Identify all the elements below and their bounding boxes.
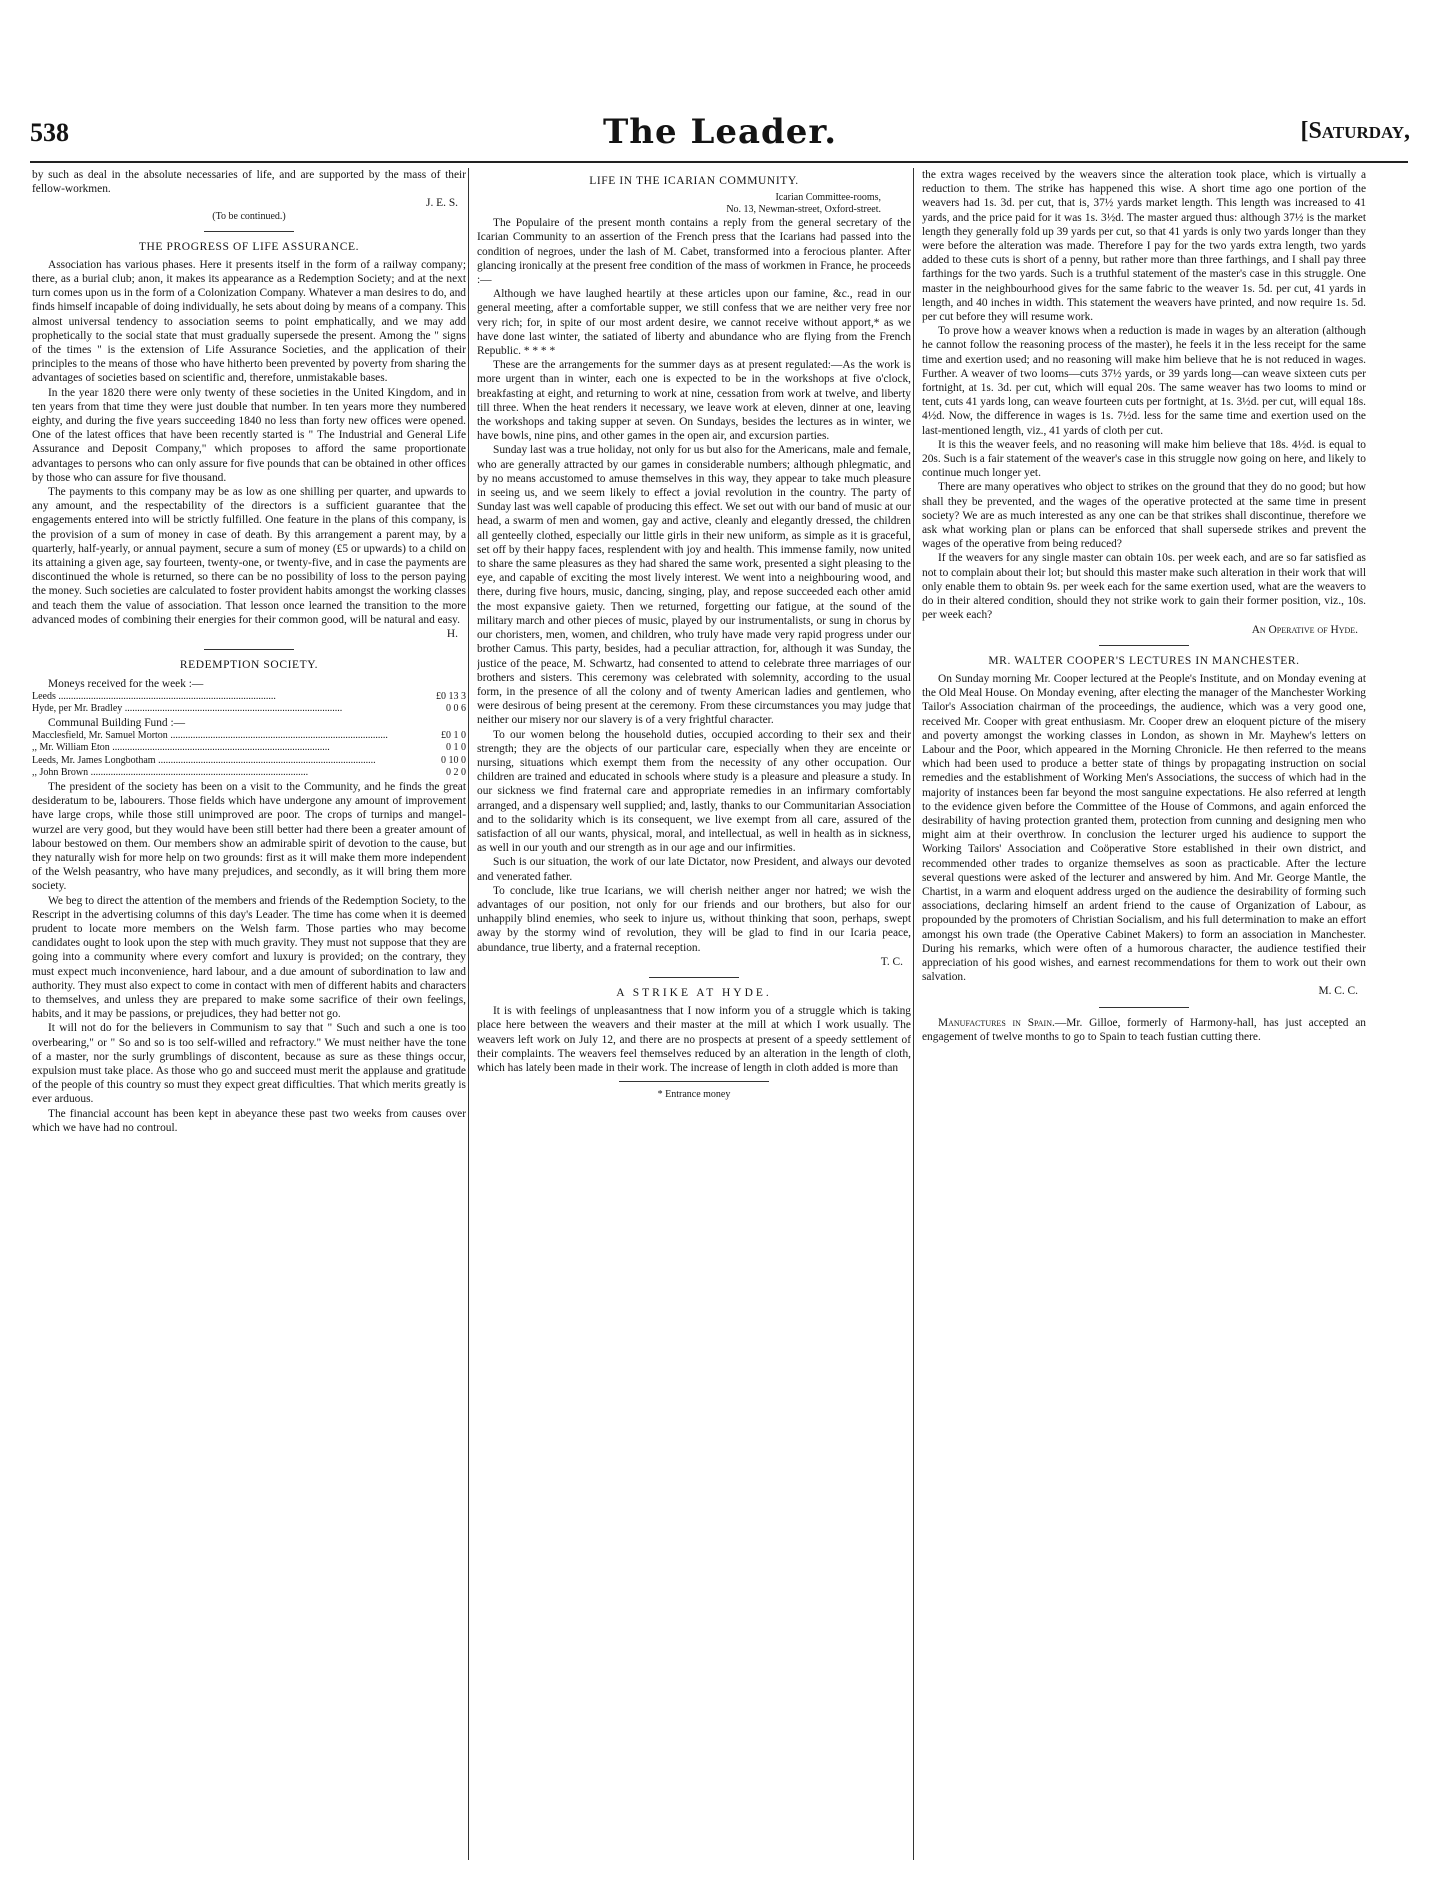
paragraph: Association has various phases. Here it presents itself in the form of a railway company; there, as a burial club; anon, it makes its appearance as a Redemption Society; and at the next turn comes upon us in the form of a Colonization Company. Whatever a man desires to do, and finds himself incapable of doing individually, he sets about doing by means of a company. This almost universal tendency to association seems to point emphatically, and we may add prophetically to the social state that must gradually supersede the present. Among the " signs of the times " is the extension of Life Assurance Societies, and the application of their principles to the means of those who have hitherto been prevented by poverty from sharing the advantages of societies based on scientific and, therefore, unmistakable bases. — [32, 258, 466, 385]
ledger-amount: 0 0 6 — [446, 703, 466, 715]
paragraph: On Sunday morning Mr. Cooper lectured at the People's Institute, and on Monday evening at the Old Meal House. On Monday evening, after electing the manager of the Manchester Working Tailor's Association chairman of the proceedings, the audience, which was a very good one, received Mr. Cooper with great enthusiasm. Mr. Cooper drew an eloquent picture of the misery and poverty amongst the working classes in London, as shown in Mr. Mayhew's letters on Labour and the Poor, which appeared in the Morning Chronicle. He then referred to the means which had been used to produce a better state of things by propagating instruction on social remedies and the establishment of Working Men's Associations, the success of which had in the majority of instances been far beyond the most sanguine expectations. He also referred at length to the evidence given before the Committee of the House of Commons, and again enforced the desirability of having protection granted them, protection from cunning and designing men who might aim at their overthrow. In conclusion the lecturer urged his audience to support the Working Tailors' Association and Coöperative Store established in their own district, and recommended other trades to organize themselves as soon as practicable. After the lecture several questions were asked of the lecturer and answered by him. And Mr. George Mantle, the Chartist, in a warm and eloquent address urged on the audience the desirability of forming such associations, declaring himself an ardent friend to the cause of Organization of Labour, as propounded by the promoters of Christian Socialism, and his full determination to make an effort amongst his own trade (the Operative Cabinet Makers) to form an association in Manchester. During his remarks, which were often of a humorous character, the audience testified their appreciation of his good wishes, and earnest recommendations for them to work out their own salvation. — [922, 672, 1366, 984]
column-rule — [913, 168, 914, 1860]
paragraph: To prove how a weaver knows when a reduction is made in wages by an alteration (although he cannot follow the reasoning process of the master), he feels it in the less receipt for the same time and exertion used; and no reasoning will make him believe that he is not reduced in wages. Further. A weaver of two looms—cuts 37½ yards, or 39 yards long—can weave sixteen cuts per fortnight, at 1s. 3d. per cut, which will equal 20s. The same weaver has two looms to mind or tent, cuts 41 yards long, can weave fourteen cuts per fortnight, at 1s. 3½d. per cut, will equal 18s. 4½d. Now, the difference in wages is 1s. 7½d. less for the same time and exertion used on the last-mentioned length, viz., 41 yards of cloth per cut. — [922, 325, 1366, 437]
ledger-row — [32, 730, 466, 743]
paragraph: The president of the society has been on a visit to the Community, and he finds the great desideratum to be, labourers. Those fields which have undergone any amount of improvement have large crops, while those still unimproved are poor. The crops of turnips and mangel-wurzel are very good, but they would have been still better had there been a greater amount of labour bestowed on them. Our members show an admirable spirit of devotion to the cause, but they naturally wish for more help on two grounds: first as it will make them more independent of the Welsh peasantry, who have many prejudices, and secondly, as it will bring them more society. — [32, 780, 466, 893]
column-1 — [32, 168, 466, 1860]
column-2 — [477, 168, 911, 1860]
ledger-name: Leeds ..... — [32, 691, 432, 704]
icarian-address-line-1: Icarian Committee-rooms, — [775, 192, 881, 204]
strike-heading: A STRIKE AT HYDE. — [616, 986, 772, 999]
paragraph: Although we have laughed heartily at these articles upon our famine, &c., read in our general meeting, after a comfortable supper, we still confess that we are neither very free nor very rich; for, in spite of our most ardent desire, we cannot receive without apport,* as we have done last winter, the satiated of liberty and abundance who are flying from the French Republic. * * * * — [477, 288, 911, 358]
life-assurance-signature: H. — [446, 628, 458, 641]
ledger-amount: 0 10 0 — [441, 754, 466, 766]
section-divider — [204, 231, 294, 232]
paragraph: To conclude, like true Icarians, we will cherish neither anger nor hatred; we wish the advantages of our position, not only for our friends and our brothers, but also for our unhappily blind enemies, who seek to injure us, without thinking that soon, perhaps, swept away by the stormy wind of revolution, they will be glad to find in our Icaria peace, abundance, true liberty, and a fraternal reception. — [477, 884, 911, 954]
column-3 — [922, 168, 1366, 1860]
footnote: * Entrance money — [657, 1089, 731, 1101]
ledger-name: Leeds, Mr. James Longbotham ..... — [32, 755, 437, 768]
ledger-row — [32, 767, 466, 780]
ledger-row — [32, 755, 466, 768]
cooper-signature: M. C. C. — [1318, 985, 1358, 998]
life-assurance-heading: THE PROGRESS OF LIFE ASSURANCE. — [138, 240, 360, 253]
life-assurance-article — [32, 258, 466, 627]
paragraph: We beg to direct the attention of the members and friends of the Redemption Society, to the Rescript in the advertising columns of this day's Leader. The time has come when it is deemed prudent to locate more members on the Welsh farm. Those parties who may become candidates ought to look upon the step with much gravity. They must not suppose that they are going into a community where every comfort and luxury is provided; on the contrary, they must expect much inconvenience, hard labour, and a due amount of subordination to law and authority. They must also expect to come in contact with men of different habits and characters to themselves, and unless they are prepared to make some sacrifice of their own feelings, habits, and it may be passions, or prejudices, they had better not go. — [32, 894, 466, 1021]
ledger-name: Macclesfield, Mr. Samuel Morton ..... — [32, 730, 437, 743]
spain-lead: Manufactures in Spain. — [938, 1016, 1055, 1029]
ledger-row — [32, 691, 466, 704]
ledger-name: Hyde, per Mr. Bradley ..... — [32, 703, 442, 716]
ledger-amount: 0 2 0 — [446, 767, 466, 779]
paragraph: It is with feelings of unpleasantness that I now inform you of a struggle which is taking place here between the weavers and their master at the mill at which I work usually. The weavers left work on July 12, and there are no prospects at present of a speedy settlement of their complaints. The weavers feel themselves reduced by an alteration in the length of cloth, which has lately been made in their work. The increase of length in cloth added is more than — [477, 1005, 911, 1074]
paragraph: In the year 1820 there were only twenty of these societies in the United Kingdom, and in ten years from that time they were just double that number. In ten years more they numbered eighty, and during the five years succeeding 1840 no less than forty new offices were opened. One of the latest offices that have been recently started is " The Industrial and General Life Assurance and Deposit Company," which proposes to afford the same proportionate advantages to persons who can only assure for five pounds that can be obtained in other offices by those who can assure for five thousand. — [32, 386, 466, 484]
paragraph: Such is our situation, the work of our late Dictator, now President, and always our devoted and venerated father. — [477, 856, 911, 883]
footnote-rule — [619, 1081, 769, 1082]
redemption-article — [32, 780, 466, 1135]
icarian-heading: LIFE IN THE ICARIAN COMMUNITY. — [589, 175, 799, 187]
ledger-row — [32, 703, 466, 716]
ledger-amount: 0 1 0 — [446, 742, 466, 754]
moneys-ledger — [32, 691, 466, 716]
paragraph: It is this the weaver feels, and no reasoning will make him believe that 18s. 4½d. is equal to 20s. Such is a fair statement of the weaver's case in this struggle now going on here, and likely to continue much longer yet. — [922, 438, 1366, 480]
masthead-rule — [30, 161, 1408, 163]
paragraph: the extra wages received by the weavers since the alteration took place, which is virtually a reduction to them. The strike has happened this wise. A short time ago one portion of the weavers had 1s. 3d. per cut, that is, 37½ yards market length. This length was increased to 41 yards, and the price paid for it was 1s. 3½d. The master argued thus: although 37½ is the market length they generally fold up 39 yards per cut, so that 41 yards is only two yards longer than they were before the alteration was made. Therefore I pay for the two yards extra length, two yards added to these cuts is short of a penny, but rather more than three farthings, and I shall pay three farthings for the two yards. Such is a truthful statement of the master's case in this struggle. One master in the neighbourhood gives for the same fabric to the weaver 1s. 5d. per cut, 41 yards in length, and 40 inches in width. This statement the weavers have printed, and now require 1s. 5d. per cut before they will resume work. — [922, 169, 1366, 324]
paragraph: The financial account has been kept in abeyance these past two weeks from causes over which we have had no controul. — [32, 1107, 466, 1134]
icarian-article — [477, 216, 911, 955]
spain-text: —Mr. Gilloe, formerly of Harmony-hall, has just accepted an engagement of twelve months to go to Spain to teach fustian cutting there. — [922, 1016, 1366, 1043]
cooper-heading: MR. WALTER COOPER'S LECTURES IN MANCHESTER. — [988, 654, 1300, 667]
continued-text: by such as deal in the absolute necessaries of life, and are supported by the mass of their fellow-workmen. — [32, 169, 466, 196]
continued-signature: J. E. S. — [426, 197, 458, 210]
newspaper-title: The Leader. — [602, 112, 838, 152]
icarian-signature: T. C. — [880, 955, 903, 968]
ledger-name: ,, Mr. William Eton ..... — [32, 742, 442, 755]
section-divider — [1099, 1007, 1189, 1008]
section-divider — [649, 977, 739, 978]
column-rule — [468, 168, 469, 1860]
fund-ledger — [32, 730, 466, 780]
strike-signature: An Operative of Hyde. — [1251, 623, 1358, 636]
paragraph: Sunday last was a true holiday, not only for us but also for the Americans, male and female, who are generally attracted by our games in considerable numbers; although phlegmatic, and by no means accustomed to amuse themselves in this way, they appear to take much pleasure in seeing us, and we seem likely to effect a jovial revolution in the country. The party of Sunday last was well capable of producing this effect. We set out with our band of music at our head, a swarm of men and women, gay and active, cleanly and elegantly dressed, the children all genteelly clothed, especially our little girls in their new uniform, as simple as it is graceful, set off by their happy faces, resplendent with joy and health. This immense family, now united to share the same pleasures as they had shared the same work, presented a sight pleasing to the eye, and capable of exciting the most lively interest. We went into a neighbouring wood, and there, during five hours, music, dancing, singing, play, and repose succeeded each other amid the most expansive gaiety. Then we returned, forgetting our fatigue, at the sound of the military march and other pieces of music, played by our instrumentalists, or sung in chorus by our choristers, men, women, and children, who truly have made very rapid progress under our brother Camus. This party, besides, had a peculiar attraction, for, although it was Sunday, the justice of the peace, M. Schwartz, had consented to attend to celebrate three marriages of our brothers and sisters. This ceremony was celebrated with solemnity, according to the usual form, in the presence of all the colony and of twenty American ladies and gentlemen, who were desirous of being present at the ceremony. From these circumstances you may judge that neither our misery nor our slavery is of a very frightful character. — [477, 444, 911, 727]
page-number: 538 — [30, 118, 69, 147]
cooper-article — [922, 672, 1366, 984]
moneys-intro: Moneys received for the week :— — [48, 677, 204, 690]
paragraph: There are many operatives who object to strikes on the ground that they do no good; but how shall they be prevented, and the wages of the operative protected at the same time in present society? We are as much interested as any one can be that strikes shall discontinue, therefore we ask what working plan or plans can be enforced that shall supersede strikes and prevent the wages of the operative from being reduced? — [922, 481, 1366, 551]
paragraph: The Populaire of the present month contains a reply from the general secretary of the Icarian Community to an assertion of the French press that the Icarians had passed into the condition of negroes, under the lash of M. Cabet, transformed into a ferocious planter. After glancing ironically at the present free condition of the mass of workmen in France, he proceeds :— — [477, 217, 911, 287]
ledger-amount: £0 13 3 — [436, 690, 466, 702]
paragraph: If the weavers for any single master can obtain 10s. per week each, and are so far satisfied as not to complain about their lot; but should this master make such alteration in their work that will only enable them to obtain 9s. per week each for the same exertion used, what are the weavers to do in their altered condition, should they not strike work to gain their former position, viz., 10s. per week each? — [922, 552, 1366, 622]
section-divider — [1099, 645, 1189, 646]
paragraph: The payments to this company may be as low as one shilling per quarter, and upwards to any amount, and the respectability of the directors is a sufficient guarantee that the engagements entered into will be strictly fulfilled. One feature in the plans of this company, is the provision of a sum of money in case of death. By this arrangement a parent may, by a quarterly, half-yearly, or annual payment, secure a sum of money (£5 or upwards) to a child on its attaining a given age, say fourteen, twenty-one, or twenty-five, and in case the payments are discontinued the whole is returned, so there can be no possibility of loss to the person paying the money. Such societies are calculated to foster provident habits amongst the working classes and teach them the value of association. That lesson once learned the transition to the more advanced modes of combining their energies for their common good, will be natural and easy. — [32, 486, 466, 626]
issue-day: [Saturday, — [1300, 118, 1410, 144]
redemption-heading: REDEMPTION SOCIETY. — [179, 659, 319, 672]
paragraph: It will not do for the believers in Communism to say that " Such and such a one is too overbearing," or " So and so is too self-willed and refractory." We must neither have the tone of a master, nor the surly grumblings of discontent, because as sure as these things occur, expulsion must take place. As those who go and succeed must merit the applause and gratitude of the people of this country so must they expect great difficulties. That which merits greatly is ever arduous. — [32, 1022, 466, 1106]
ledger-row — [32, 742, 466, 755]
continued-note: (To be continued.) — [212, 210, 286, 222]
ledger-amount: £0 1 0 — [441, 729, 466, 741]
paragraph: To our women belong the household duties, occupied according to their sex and their strength; they are the objects of our particular care, especially when they are enceinte or nursing, situations which exempt them from the necessity of any other occupation. Our children are trained and educated in schools where study is a pleasure and pleasure a study. In our sickness we find fraternal care and appropriate remedies in an infirmary comfortably arranged, and a dispensary well supplied; and, lastly, thanks to our Communitarian Association and to the solidarity which is its consequent, we live exempt from all care, assured of the satisfaction of all our wants, physical, moral, and intellectual, as well in health as in sickness, as well in our youth and our strength as in our age and our infirmities. — [477, 728, 911, 855]
spain-notice — [922, 1016, 1366, 1044]
strike-article-part-1 — [477, 1004, 911, 1075]
strike-article-part-2 — [922, 168, 1366, 623]
fund-intro: Communal Building Fund :— — [48, 716, 186, 729]
section-divider — [204, 649, 294, 650]
icarian-address-line-2: No. 13, Newman-street, Oxford-street. — [726, 204, 881, 216]
ledger-name: ,, John Brown ..... — [32, 767, 442, 780]
paragraph: These are the arrangements for the summer days as at present regulated:—As the work is more urgent than in winter, each one is expected to be in the workshops at five o'clock, breakfasting at eight, and returning to work at nine, cessation from work at twelve, and liberty till three. When the heat renders it necessary, we leave work at eleven, dinner at one, leaving the workshops and taking supper at seven. On Sundays, besides the lectures as in winter, we have bowls, nine pins, and other games in the open air, and excursion parties. — [477, 359, 911, 443]
masthead — [30, 112, 1410, 162]
